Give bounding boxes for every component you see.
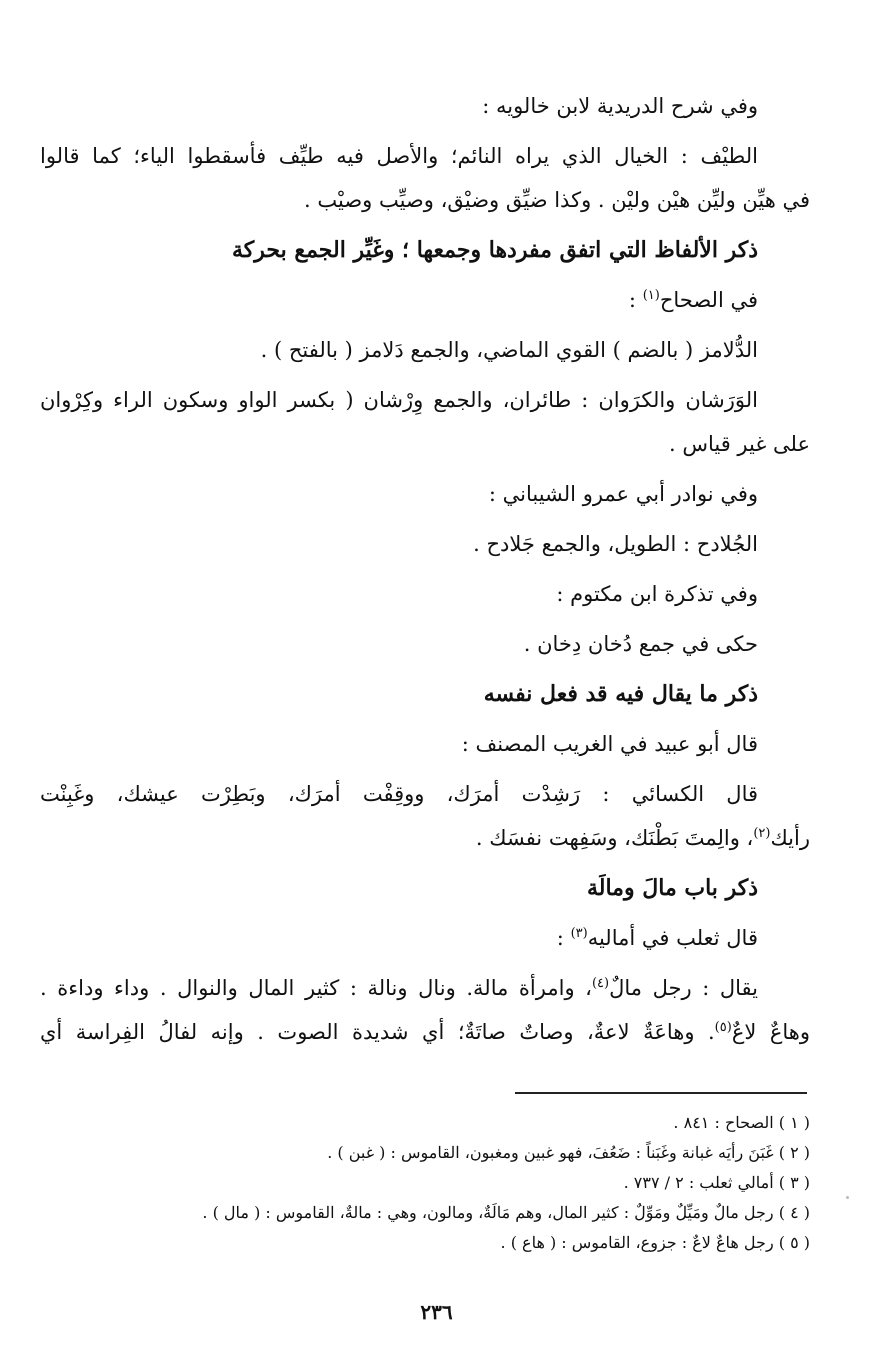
- paragraph-line: [40, 278, 810, 322]
- section-heading: ذكر الألفاظ التي اتفق مفردها وجمعها ؛ وغَيِّر الجمع بحركة: [231, 237, 758, 263]
- paragraph-line: الطيْف : الخيال الذي يراه النائم؛ والأصل فيه طيِّف فأسقطوا الياء؛ كما قالوا: [40, 144, 758, 168]
- paragraph-line: في هيِّن وليِّن هيْن وليْن . وكذا ضيِّق وضيْق، وصيِّب وصيْب .: [304, 188, 810, 212]
- paragraph-line: قال أبو عبيد في الغريب المصنف :: [461, 732, 758, 756]
- section-heading: ذكر باب مالَ ومالَة: [586, 875, 758, 901]
- paragraph-line: قال الكسائي : رَشِدْت أمرَك، ووقِفْت أمرَك، وبَطِرْت عيشك، وغَبِنْت: [40, 782, 758, 806]
- footnote: ( ١ ) الصحاح : ٨٤١ .: [673, 1113, 810, 1132]
- paragraph-line: وفي نوادر أبي عمرو الشيباني :: [488, 482, 758, 506]
- text-part: وهاعٌ لاعٌ: [731, 1020, 810, 1044]
- text-part: . وهاعَةٌ لاعةٌ، وصاتٌ صاتَةٌ؛ أي شديدة الصوت . وإنه لفالُ الفِراسة أي: [40, 1020, 715, 1044]
- scan-speck: [846, 1196, 849, 1199]
- footnote-ref: (١): [642, 288, 660, 303]
- punctuation: :: [628, 288, 643, 312]
- paragraph-line: [40, 816, 810, 860]
- footnote-ref: (٤): [591, 976, 610, 991]
- footnote: ( ٢ ) غَبَنَ رأيَه غبانة وغَبَناً : ضَعُفَ، فهو غبين ومغبون، القاموس : ( غبن ) .: [327, 1143, 810, 1162]
- text-part: ، والِمتَ بَطْنَك، وسَفِهت نفسَك .: [475, 826, 754, 850]
- paragraph-line: الجُلادح : الطويل، والجمع جَلادح .: [473, 532, 758, 556]
- page-number: ٢٣٦: [420, 1300, 453, 1324]
- text-part: ، وامرأة مالة. ونال ونالة : كثير المال والنوال . وداء وداءة .: [40, 976, 592, 1000]
- footnote-ref: (٥): [714, 1020, 732, 1035]
- paragraph-line: حكى في جمع دُخان دِخان .: [523, 632, 758, 656]
- footnote-ref: (٢): [753, 826, 771, 841]
- text-part: قال ثعلب في أماليه: [587, 926, 758, 950]
- footnote: ( ٥ ) رجل هاعٌ لاعٌ : جزوع، القاموس : ( هاع ) .: [500, 1233, 810, 1252]
- section-heading: ذكر ما يقال فيه قد فعل نفسه: [483, 681, 758, 707]
- paragraph-line: [40, 966, 810, 1010]
- paragraph-line: وفي شرح الدريدية لابن خالويه :: [482, 94, 758, 118]
- paragraph-line: على غير قياس .: [668, 432, 810, 456]
- source-text: في الصحاح: [659, 288, 758, 312]
- footnote: ( ٤ ) رجل مالٌ ومَيِّلٌ ومَوِّلٌ : كثير المال، وهم مَالَةٌ، ومالون، وهي : مالةٌ، القاموس : ( مال ) .: [202, 1203, 810, 1222]
- punctuation: :: [556, 926, 571, 950]
- paragraph-line: الوَرَشان والكرَوان : طائران، والجمع وِرْشان ( بكسر الواو وسكون الراء وكِرْوان: [40, 388, 758, 412]
- paragraph-line: [40, 1010, 810, 1054]
- paragraph-line: وفي تذكرة ابن مكتوم :: [556, 582, 758, 606]
- paragraph-line: الدُّلامز ( بالضم ) القوي الماضي، والجمع دَلامز ( بالفتح ) .: [260, 338, 758, 362]
- footnote: ( ٣ ) أمالي ثعلب : ٢ / ٧٣٧ .: [623, 1173, 810, 1192]
- footnote-divider: [515, 1092, 807, 1094]
- text-part: يقال : رجل مالٌ: [609, 976, 758, 1000]
- text-part: رأيك: [770, 826, 810, 850]
- page-body: [40, 84, 810, 1054]
- paragraph-line: [40, 916, 810, 960]
- footnotes: [40, 1108, 810, 1258]
- footnote-ref: (٣): [570, 926, 588, 941]
